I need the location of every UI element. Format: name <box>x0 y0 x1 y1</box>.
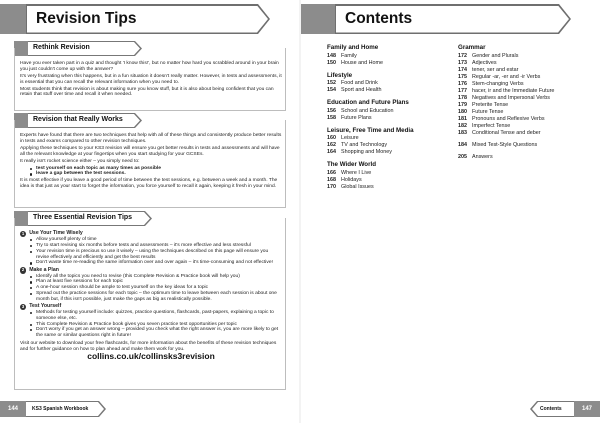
toc-entry[interactable]: 173 Adjectives <box>458 59 497 66</box>
paragraph: Most students think that revision is about making sure you know stuff, but it is also about being confident that you can retain that stuff over time and recall it when needed. <box>20 86 274 98</box>
toc-entry[interactable]: 174 tener, ser and estar <box>458 66 519 73</box>
paragraph: Applying these techniques to your KS3 revision will ensure you get better results in tests and assessments and will have all the relevant knowledge at your fingertips when you start studying for your GCSEs. <box>20 145 280 157</box>
list-item: Plan at least five sessions for each topic <box>30 279 282 285</box>
toc-entry[interactable]: 180 Future Tense <box>458 108 504 115</box>
contents-banner <box>301 4 571 34</box>
toc-entry[interactable]: 181 Pronouns and Reflexive Verbs <box>458 115 545 122</box>
toc-entry[interactable]: 172 Gender and Plurals <box>458 52 519 59</box>
section-label: Contents <box>540 406 562 412</box>
list-item: Don't waste time re-reading the same information over and over again – it's time-consuming and not effective! <box>30 260 282 266</box>
list-item: Try to start revising six months before tests and assessments – it's more effective and less stressful <box>30 243 282 249</box>
toc-entry[interactable]: 177 hacer, ir and the Immediate Future <box>458 87 555 94</box>
step-number-icon: 3 <box>21 303 25 309</box>
step-title: Make a Plan <box>29 266 59 273</box>
toc-entry[interactable]: 164 Shopping and Money <box>327 149 392 155</box>
list-item: Spread out the practice sessions for each topic – the optimum time to leave between each session is about one month but, if this isn't possible, just make the gaps as big as realistically possible. <box>30 291 282 303</box>
contents-column-2 <box>458 44 594 166</box>
toc-entry[interactable]: 170 Global Issues <box>327 183 374 190</box>
list-item: This Complete Revision & Practice book gives you seven practice test opportunities per topic <box>30 322 282 328</box>
toc-entry[interactable]: 158 Future Plans <box>327 114 372 121</box>
toc-entry[interactable]: 156 School and Education <box>327 107 394 114</box>
toc-group: The Wider World 166 Where I Live 168 Holidays 170 Global Issues <box>327 161 455 191</box>
toc-entry[interactable]: 160 Leisure <box>327 135 359 141</box>
toc-entry[interactable]: 154 Sport and Health <box>327 87 382 93</box>
toc-entry[interactable]: 205 Answers <box>458 153 493 160</box>
list-item: Allow yourself plenty of time <box>30 237 282 243</box>
page-title: Contents <box>345 10 413 27</box>
website-link[interactable]: collins.co.uk/collinsks3revision <box>87 351 215 362</box>
step-title: Use Your Time Wisely <box>29 230 83 237</box>
toc-group: Lifestyle 152 Food and Drink 154 Sport and Health <box>327 72 455 95</box>
right-footer <box>530 401 600 417</box>
left-footer <box>0 401 110 417</box>
toc-entry[interactable]: 168 Holidays <box>327 176 362 183</box>
section-title: Rethink Revision <box>33 43 90 51</box>
paragraph: It's very frustrating when this happens, but in a fun situation it doesn't really matter. However, in tests and assessments, it is essential that you can recall the relevant information when you need to. <box>20 73 282 85</box>
left-page <box>0 0 299 423</box>
list-item: Identify all the topics you need to revise (this Complete Revision & Practice book will help you) <box>30 274 282 280</box>
toc-entry[interactable]: 166 Where I Live <box>327 169 372 176</box>
page-title: Revision Tips <box>36 10 137 27</box>
list-item: test yourself on each topic as many times as possible <box>30 166 282 172</box>
paragraph: It really isn't rocket science either – you simply need to: <box>20 158 140 164</box>
paragraph: Have you ever taken part in a quiz and thought 'I know this!', but no matter how hard you scrabbled around in your brain you just couldn't come up with the answer? <box>20 61 279 72</box>
toc-entry[interactable]: 179 Preterite Tense <box>458 101 509 108</box>
step-number-icon: 2 <box>21 267 25 273</box>
toc-group: Education and Future Plans 156 School and Education 158 Future Plans <box>327 99 455 122</box>
section-title: Three Essential Revision Tips <box>33 213 133 221</box>
toc-entry[interactable]: 182 Imperfect Tense <box>458 122 511 129</box>
toc-entry[interactable]: 162 TV and Technology <box>327 142 388 148</box>
page-number: 144 <box>0 401 26 417</box>
toc-group <box>458 154 594 161</box>
paragraph: Experts have found that there are two techniques that help with all of these things and consistently produce better results in tests and exams compared to other revision techniques. <box>20 133 282 144</box>
paragraph: It is most effective if you leave a good period of time between the test sessions, e.g. between a week and a month. The idea is that just as your start to forget the information, you force yourself to recall it again, keeping it fresh in your mind. <box>20 178 278 190</box>
right-page <box>301 0 600 423</box>
list-item: Your revision time is precious so use it wisely – using the techniques described on this page will ensure you revise effectively and efficiently and get the best results <box>30 249 282 261</box>
paragraph: Visit our website to download your free flashcards, for more information about the benefits of these revision techniques and for further guidance on how to plan ahead and make them work for you. <box>20 340 277 352</box>
toc-entry[interactable]: 152 Food and Drink <box>327 80 378 86</box>
toc-group <box>458 142 594 149</box>
toc-entry[interactable]: 178 Negatives and Impersonal Verbs <box>458 94 550 101</box>
list-item: Methods for testing yourself include: quizzes, practice questions, flashcards, past-papers, explaining a topic to someone else, etc. <box>30 310 282 322</box>
toc-entry[interactable]: 184 Mixed Test-Style Questions <box>458 141 538 148</box>
toc-group: Family and Home 148 Family 150 House and Home <box>327 44 455 67</box>
revision-tips-banner <box>0 4 270 34</box>
section-title: Revision that Really Works <box>33 115 123 123</box>
toc-group: Grammar 172 Gender and Plurals 173 Adjectives 174 tener, ser and estar 175 Regular -ar, -er and -ir Verbs 176 Stem-changing Verbs 177 hacer, ir and the Immediate Future 178 Negatives and Impersonal Verbs 179 Preterite Tense 180 Future Tense 181 Pronouns and Reflexive Verbs 182 Imperfect Tense 183 Conditional Tense and deber <box>458 44 594 137</box>
list-item: A one-hour session should be ample to test yourself on the key ideas for a topic <box>30 285 282 291</box>
step-title: Test Yourself <box>29 302 62 309</box>
toc-entry[interactable]: 150 House and Home <box>327 59 383 66</box>
list-item: leave a gap between the test sessions. <box>30 171 282 177</box>
contents-column-1 <box>327 44 455 196</box>
book-title: KS3 Spanish Workbook <box>32 406 89 412</box>
step-number-icon: 1 <box>21 231 25 236</box>
toc-entry[interactable]: 175 Regular -ar, -er and -ir Verbs <box>458 73 541 80</box>
toc-entry[interactable]: 176 Stem-changing Verbs <box>458 80 524 87</box>
toc-entry[interactable]: 148 Family <box>327 52 357 59</box>
toc-entry[interactable]: 183 Conditional Tense and deber <box>458 129 541 136</box>
list-item: Don't worry if you get an answer wrong – provided you check what the right answer is, you are more likely to get the same or similar questions right in future! <box>30 327 282 339</box>
toc-group: Leisure, Free Time and Media 160 Leisure 162 TV and Technology 164 Shopping and Money <box>327 127 455 157</box>
page-number: 147 <box>574 401 600 417</box>
